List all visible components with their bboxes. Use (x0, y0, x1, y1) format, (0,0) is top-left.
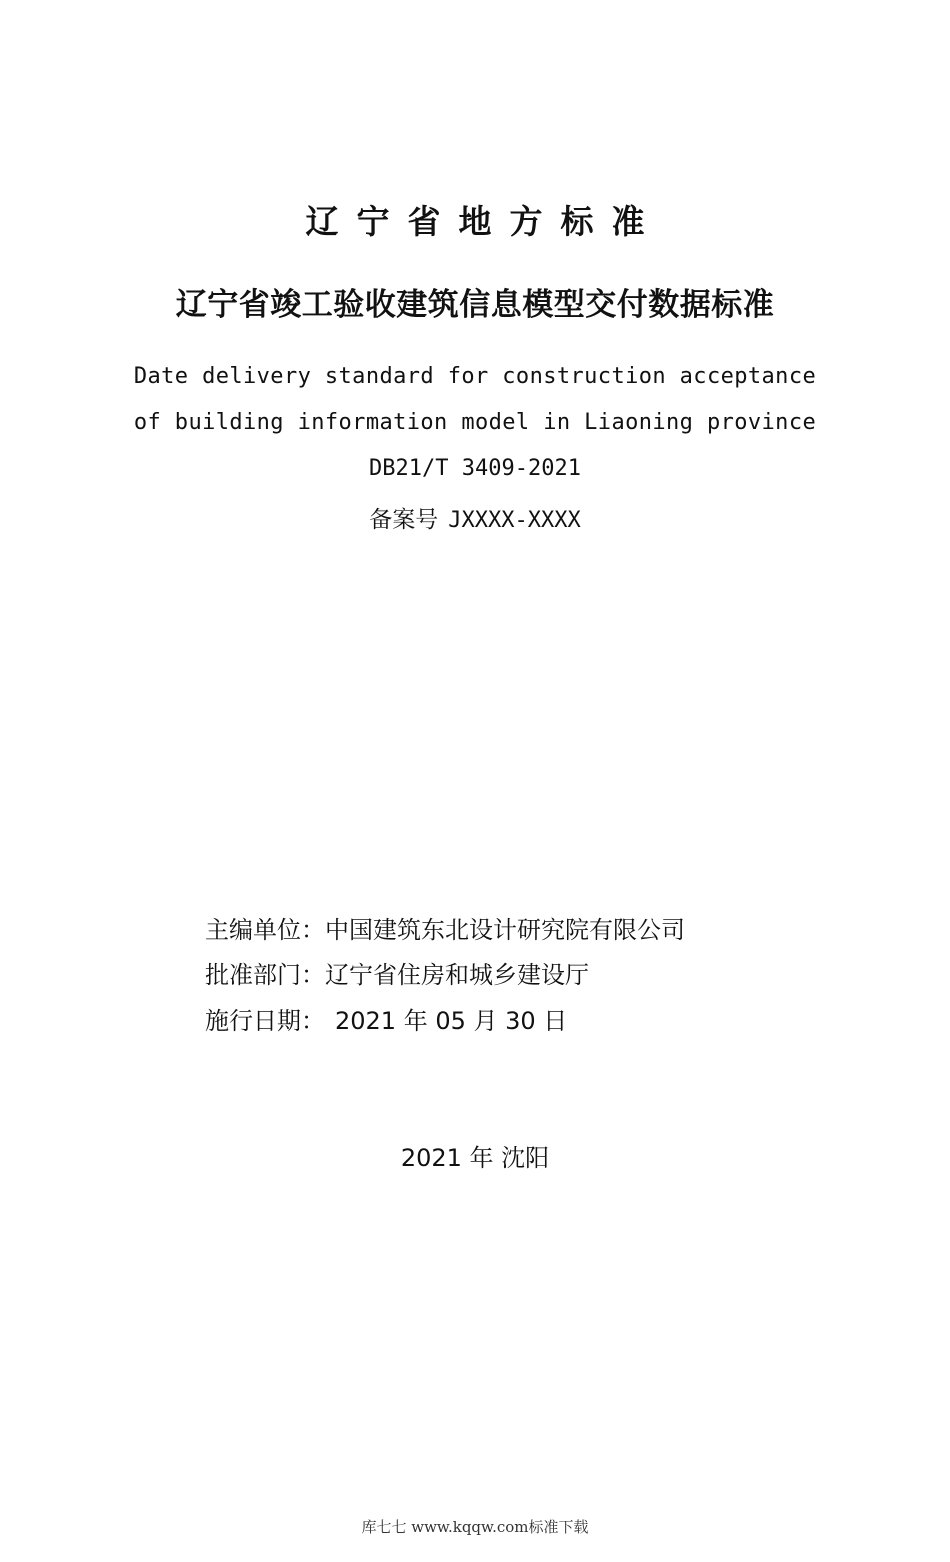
effective-date-label: 施行日期： (205, 1007, 325, 1035)
watermark-footer: 库七七 www.kqqw.com标准下载 (361, 1518, 589, 1536)
record-number-line (0, 501, 950, 534)
record-number-label: 备案号 (369, 507, 439, 533)
chief-editor-row (205, 910, 685, 945)
effective-date-value: 2021 年 05 月 30 日 (335, 1007, 568, 1035)
approval-department-value: 辽宁省住房和城乡建设厅 (325, 961, 589, 989)
document-title-english-line-1: Date delivery standard for construction acceptance (133, 364, 817, 389)
standard-code: DB21/T 3409-2021 (369, 456, 581, 481)
record-number-value: JXXXX-XXXX (448, 508, 581, 533)
standard-category: 辽宁省地方标准 (305, 202, 663, 241)
chief-editor-label: 主编单位： (205, 916, 325, 944)
chief-editor-value: 中国建筑东北设计研究院有限公司 (325, 916, 685, 944)
document-title-english-line-2: of building information model in Liaoning province (133, 410, 817, 435)
publication-year-place: 2021 年 沈阳 (400, 1144, 550, 1172)
effective-date-row (205, 1001, 567, 1036)
approval-department-row (205, 955, 589, 990)
approval-department-label: 批准部门： (205, 961, 325, 989)
document-title-chinese: 辽宁省竣工验收建筑信息模型交付数据标准 (175, 287, 775, 323)
